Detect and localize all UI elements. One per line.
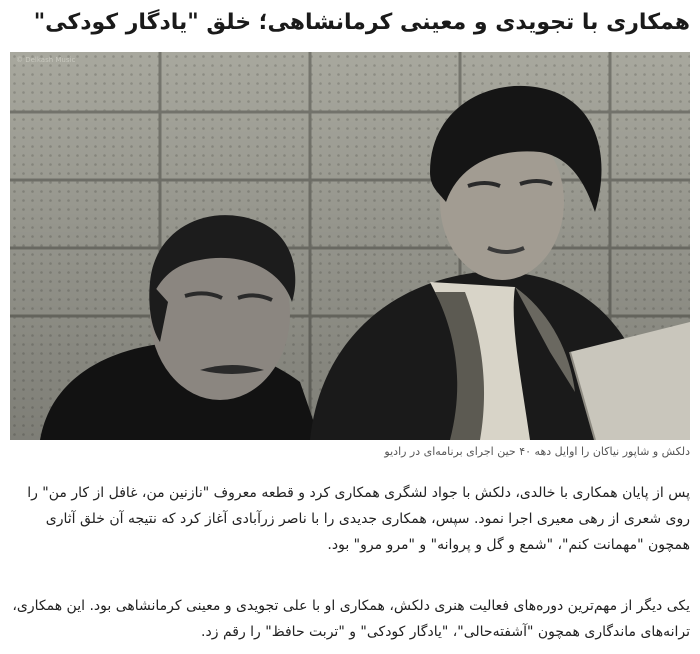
article-paragraph: یکی دیگر از مهم‌ترین دوره‌های فعالیت هنری دلکش، همکاری او با علی تجویدی و معینی کرمانشاهی بود. این همکاری، ترانه‌های ماندگاری همچون "آشفته‌حالی"، "یادگار کودکی" و "تربت حافظ" را رقم زد. xyxy=(12,598,690,640)
photo-watermark: © Delkash Music xyxy=(16,56,76,64)
photo-caption: دلکش و شاپور نیاکان را اوایل دهه ۴۰ حین اجرای برنامه‌ای در رادیو xyxy=(384,445,690,458)
article-photo xyxy=(10,52,690,440)
section-heading: همکاری با تجویدی و معینی کرمانشاهی؛ خلق "یادگار کودکی" xyxy=(33,10,690,35)
photo-illustration xyxy=(10,52,690,440)
article-paragraph: پس از پایان همکاری با خالدی، دلکش با جواد لشگری همکاری کرد و قطعه معروف "نازنین من، غافل از کار من" را روی شعری از رهی معیری اجرا نمود. سپس، همکاری جدیدی را با ناصر زرآبادی آغاز کرد که نتیجه آن خلق آثاری همچون "مهمانت کنم"، "شمع و گل و پروانه" و "مرو مرو" بود. xyxy=(27,485,690,553)
